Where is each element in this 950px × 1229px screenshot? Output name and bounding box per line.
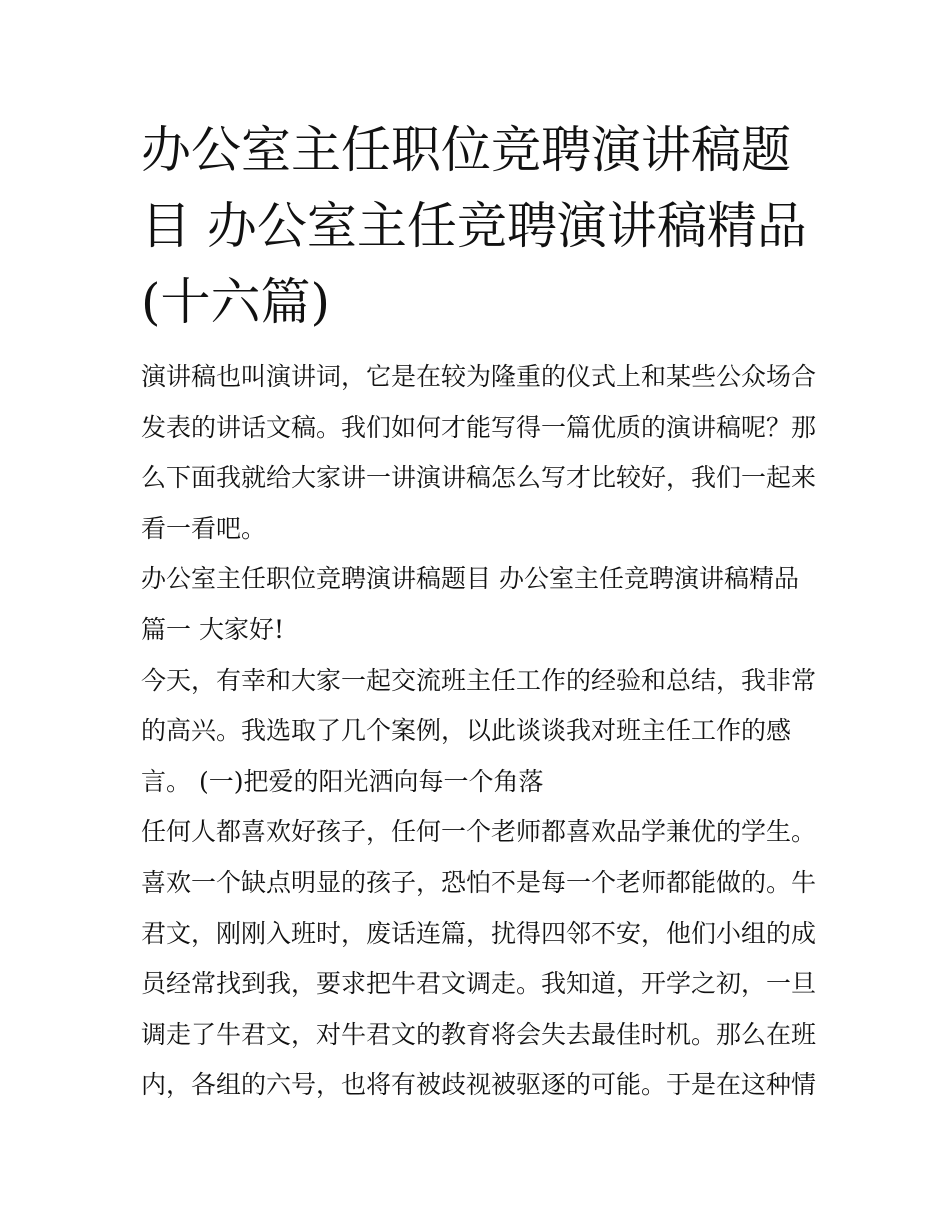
body-line: 演讲稿也叫演讲词，它是在较为隆重的仪式上和某些公众场合 — [141, 362, 817, 391]
body-line: 发表的讲话文稿。我们如何才能写得一篇优质的演讲稿呢？那 — [141, 412, 817, 442]
body-line: 今天，有幸和大家一起交流班主任工作的经验和总结，我非常 — [141, 665, 817, 695]
body-line: 言。 (一)把爱的阳光洒向每一个角落 — [141, 766, 544, 796]
body-line: 的高兴。我选取了几个案例，以此谈谈我对班主任工作的感 — [141, 716, 792, 746]
document-title — [141, 112, 811, 340]
body-line: 内，各组的六号，也将有被歧视被驱逐的可能。于是在这种情 — [141, 1070, 817, 1100]
body-line: 喜欢一个缺点明显的孩子，恐怕不是每一个老师都能做的。牛 — [141, 867, 817, 897]
body-line: 么下面我就给大家讲一讲演讲稿怎么写才比较好，我们一起来 — [141, 463, 817, 493]
title-line: 目 办公室主任竞聘演讲稿精品 — [141, 197, 807, 255]
body-line: 办公室主任职位竞聘演讲稿题目 办公室主任竞聘演讲稿精品 — [141, 564, 799, 594]
body-line: 任何人都喜欢好孩子，任何一个老师都喜欢品学兼优的学生。 — [141, 817, 817, 847]
title-line: 办公室主任职位竞聘演讲稿题 — [141, 121, 791, 179]
body-line: 君文，刚刚入班时，废话连篇，扰得四邻不安，他们小组的成 — [141, 918, 817, 948]
body-line: 员经常找到我，要求把牛君文调走。我知道，开学之初，一旦 — [141, 969, 817, 999]
body-line: 调走了牛君文，对牛君文的教育将会失去最佳时机。那么在班 — [141, 1019, 817, 1049]
body-line: 看一看吧。 — [141, 513, 267, 543]
title-line: (十六篇) — [141, 273, 331, 331]
document-page — [141, 112, 817, 1111]
document-body — [141, 352, 817, 1111]
body-line: 篇一 大家好! — [141, 614, 284, 644]
